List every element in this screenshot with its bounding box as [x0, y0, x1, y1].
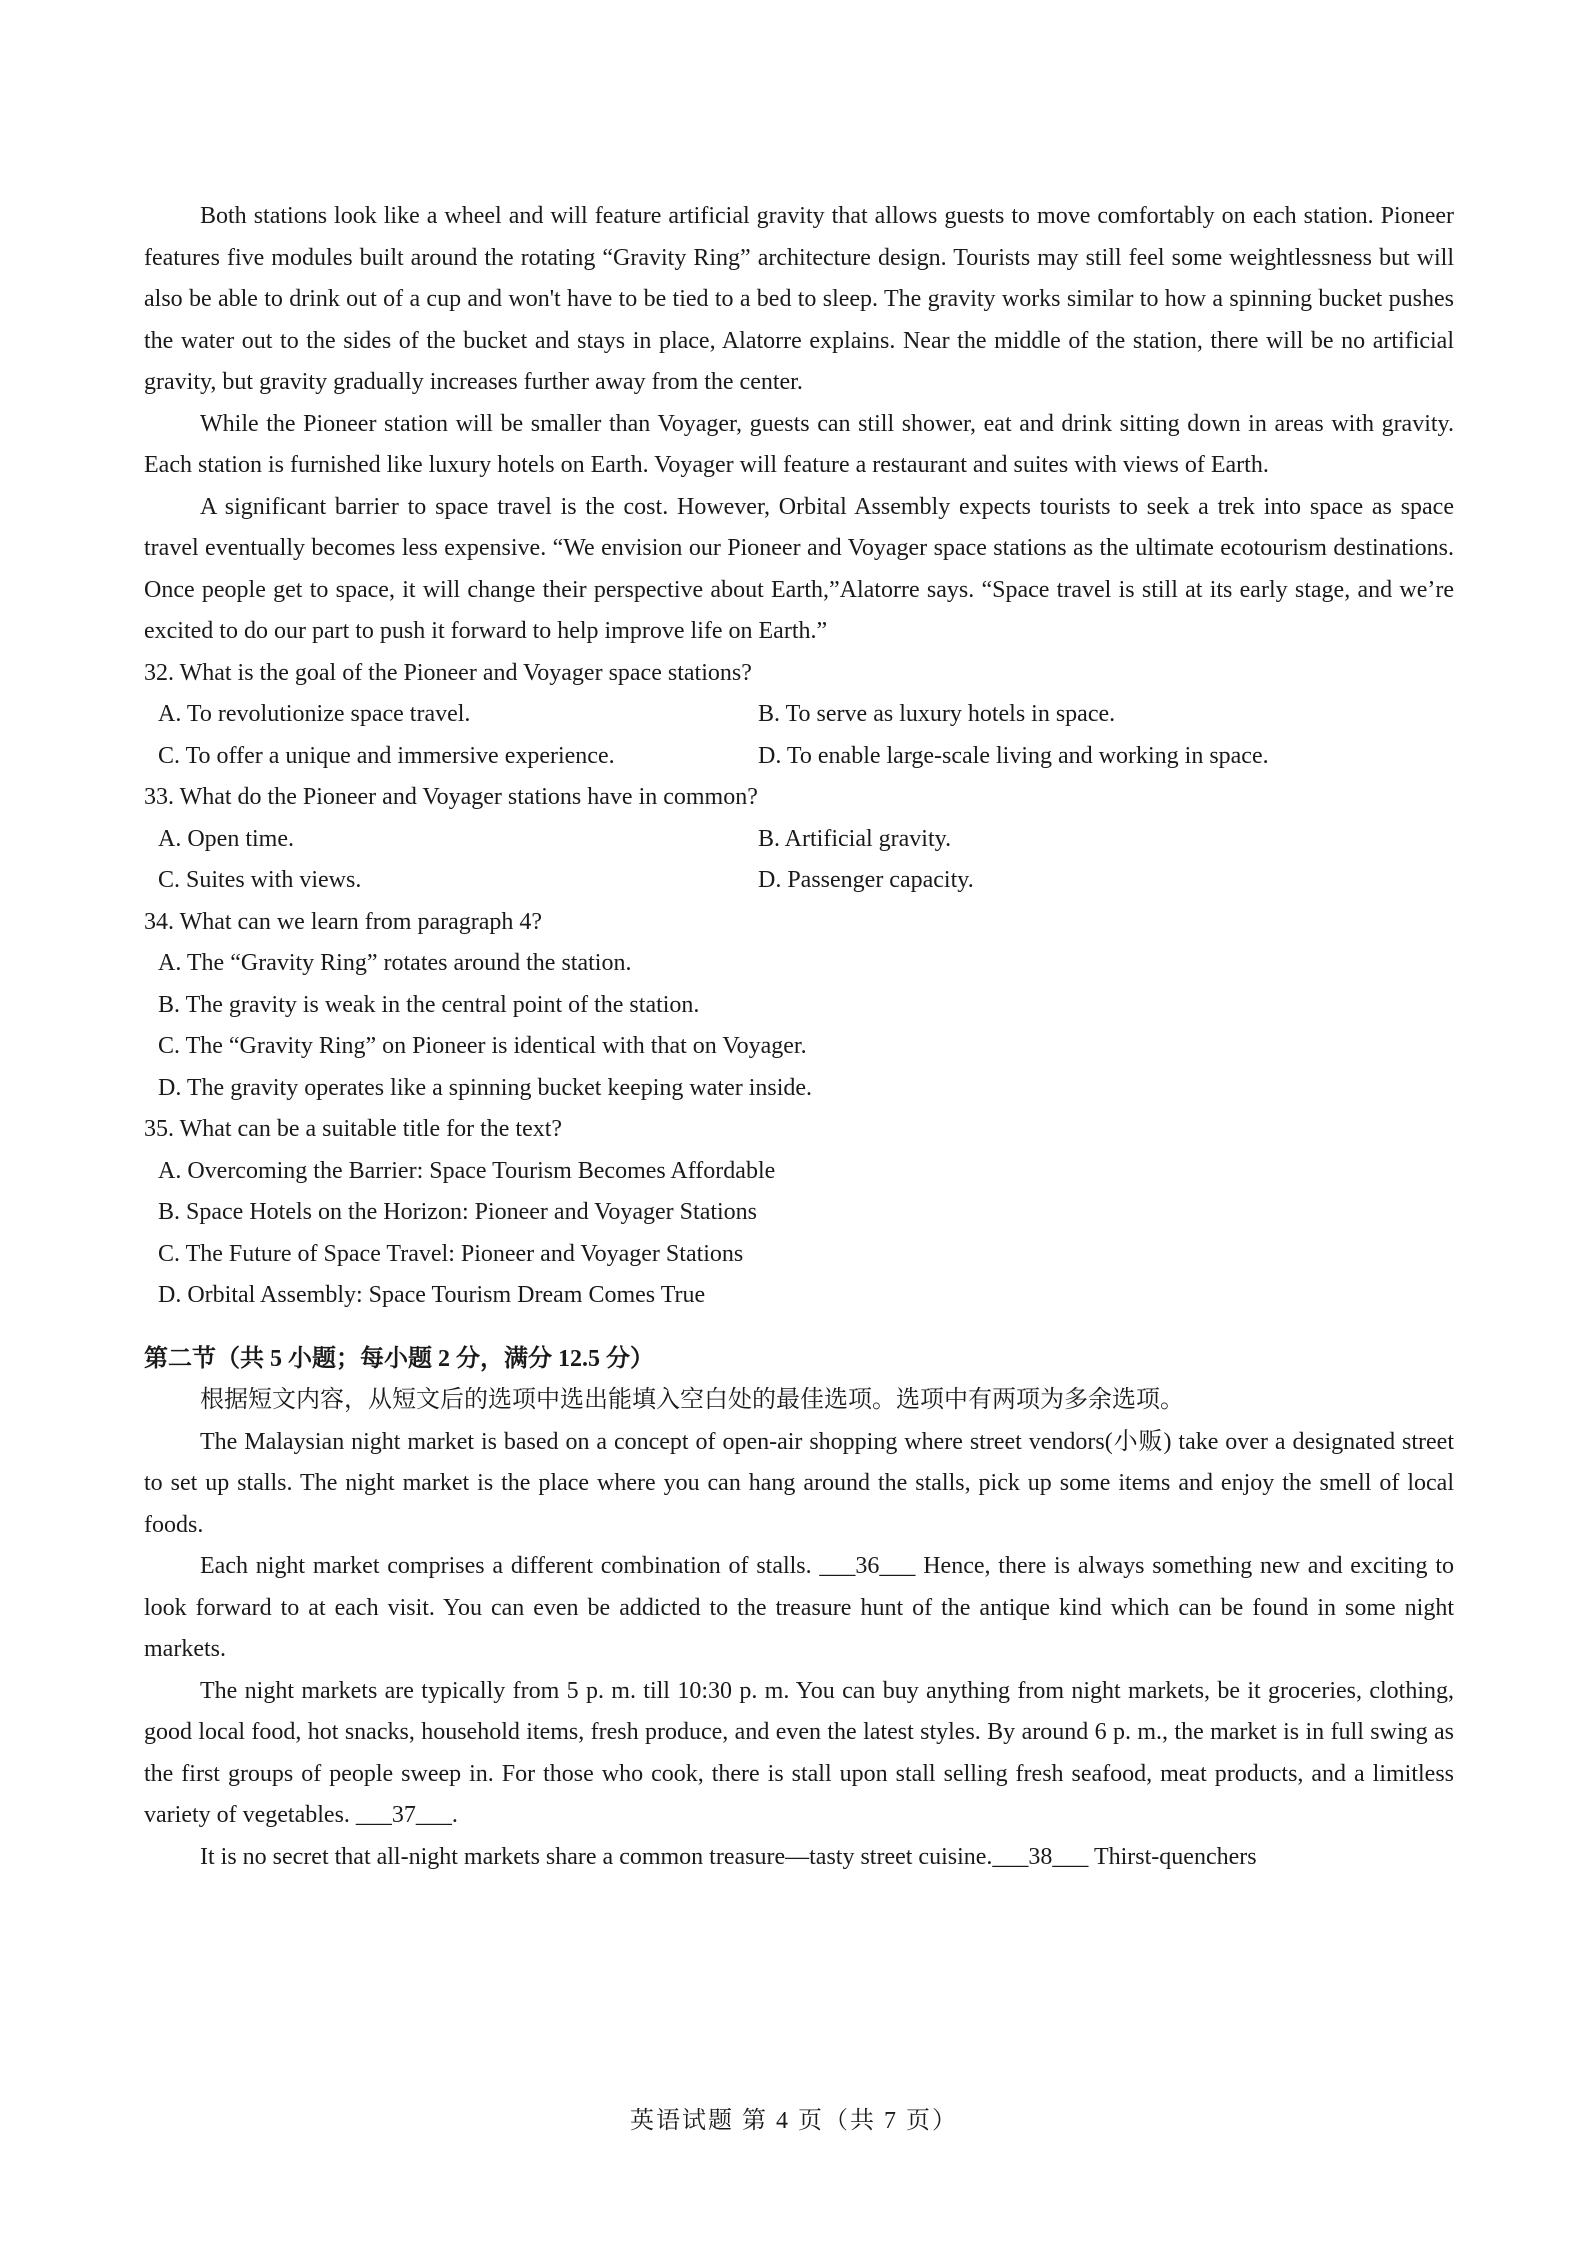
question-stem: 33. What do the Pioneer and Voyager stations have in common?	[144, 784, 758, 810]
question-options	[144, 819, 1454, 902]
option-d: D. The gravity operates like a spinning bucket keeping water inside.	[158, 1074, 813, 1101]
option-a: A. The “Gravity Ring” rotates around the station.	[158, 950, 632, 976]
passage-paragraph: Each night market comprises a different combination of stalls. ___36___ Hence, there is always something new and exciting to look forward to at each visit. You can even be addicted to the treasure hunt of the antique kind which can be found in some night markets.	[144, 1553, 1454, 1662]
question-33	[144, 777, 1454, 902]
passage-paragraph: A significant barrier to space travel is the cost. However, Orbital Assembly expects tourists to seek a trek into space as space travel eventually becomes less expensive. “We envision our Pioneer and Voyager space stations as the ultimate ecotourism destinations. Once people get to space, it will change their perspective about Earth,”Alatorre says. “Space travel is still at its early stage, and we’re excited to do our part to push it forward to help improve life on Earth.”	[144, 493, 1454, 644]
option-b: B. The gravity is weak in the central point of the station.	[158, 991, 700, 1018]
section-title: 第二节（共 5 小题；每小题 2 分，满分 12.5 分）	[144, 1345, 654, 1372]
question-stem: 32. What is the goal of the Pioneer and Voyager space stations?	[144, 659, 752, 686]
section-instructions: 根据短文内容，从短文后的选项中选出能填入空白处的最佳选项。选项中有两项为多余选项。	[200, 1387, 1184, 1413]
option-b: B. Artificial gravity.	[758, 825, 952, 852]
question-stem: 34. What can we learn from paragraph 4?	[144, 908, 543, 935]
question-32	[144, 653, 1454, 778]
passage-paragraph: It is no secret that all-night markets share a common treasure—tasty street cuisine.___38___ Thirst-quenchers	[200, 1843, 1257, 1870]
question-stem: 35. What can be a suitable title for the text?	[144, 1116, 563, 1142]
page-content	[144, 196, 1454, 1878]
page-footer: 英语试题 第 4 页（共 7 页）	[630, 2108, 958, 2134]
option-d: D. To enable large-scale living and working in space.	[758, 742, 1269, 769]
option-d: D. Orbital Assembly: Space Tourism Dream Comes True	[158, 1282, 706, 1308]
question-35	[144, 1109, 1454, 1317]
option-a: A. Overcoming the Barrier: Space Tourism Becomes Affordable	[158, 1157, 776, 1184]
passage-paragraph: The night markets are typically from 5 p. m. till 10:30 p. m. You can buy anything from night markets, be it groceries, clothing, good local food, hot snacks, household items, fresh produce, and even the latest styles. By around 6 p. m., the market is in full swing as the first groups of people sweep in. For those who cook, there is stall upon stall selling fresh seafood, meat products, and a limitless variety of vegetables. ___37___.	[144, 1677, 1454, 1828]
question-options	[144, 694, 1454, 777]
option-a: A. Open time.	[158, 825, 294, 852]
passage-paragraph: While the Pioneer station will be smaller than Voyager, guests can still shower, eat and drink sitting down in areas with gravity. Each station is furnished like luxury hotels on Earth. Voyager will feature a restaurant and suites with views of Earth.	[144, 410, 1454, 478]
passage-paragraph: Both stations look like a wheel and will feature artificial gravity that allows guests to move comfortably on each station. Pioneer features five modules built around the rotating “Gravity Ring” architecture design. Tourists may still feel some weightlessness but will also be able to drink out of a cup and won't have to be tied to a bed to sleep. The gravity works similar to how a spinning bucket pushes the water out to the sides of the bucket and stays in place, Alatorre explains. Near the middle of the station, there will be no artificial gravity, but gravity gradually increases further away from the center.	[144, 203, 1454, 395]
option-c: C. The Future of Space Travel: Pioneer and Voyager Stations	[158, 1240, 744, 1267]
option-c: C. The “Gravity Ring” on Pioneer is identical with that on Voyager.	[158, 1033, 807, 1059]
option-a: A. To revolutionize space travel.	[158, 701, 471, 727]
option-c: C. To offer a unique and immersive experience.	[158, 742, 615, 769]
option-b: B. To serve as luxury hotels in space.	[758, 701, 1116, 727]
question-34	[144, 902, 1454, 1110]
passage-paragraph: The Malaysian night market is based on a concept of open-air shopping where street vendors(小贩) take over a designated street to set up stalls. The night market is the place where you can hang around the stalls, pick up some items and enjoy the smell of local foods.	[144, 1428, 1454, 1538]
option-b: B. Space Hotels on the Horizon: Pioneer and Voyager Stations	[158, 1199, 758, 1225]
option-d: D. Passenger capacity.	[758, 867, 974, 893]
option-c: C. Suites with views.	[158, 867, 362, 893]
